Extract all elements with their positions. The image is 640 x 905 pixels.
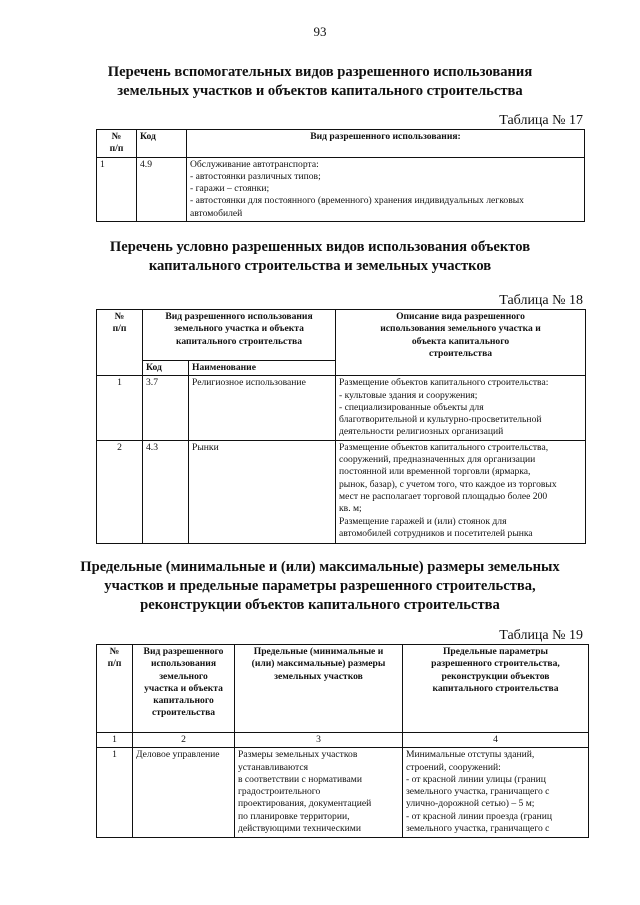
table-row [97, 440, 586, 543]
t18-header-name: Наименование [189, 361, 336, 376]
t18-header-desc [336, 310, 586, 376]
section2-title [0, 238, 640, 276]
t18-row2-desc-line: рынок, базар), с учетом того, что каждое из торговых [339, 478, 557, 490]
t18-row2-desc-line: сооружений, предназначенных для организации [339, 454, 536, 466]
t19-row-params [403, 748, 589, 838]
t19-colnum-2: 2 [133, 733, 235, 748]
t18-row1-name: Религиозное использование [189, 376, 336, 440]
t18-desc-line: использования земельного участка и [380, 323, 541, 335]
table-row [97, 748, 589, 838]
section1-title [0, 63, 640, 101]
t18-num-line2: п/п [112, 323, 127, 335]
t19-header-use [133, 645, 235, 733]
t18-row1-desc-line: благотворительной и культурно-просветительной [339, 414, 542, 426]
t19-colnum-4: 4 [403, 733, 589, 748]
t19-row-sizes [235, 748, 403, 838]
t19-sizes-line: Размеры земельных участков [238, 749, 358, 761]
t18-row2-name: Рынки [189, 440, 336, 543]
section3-title-line2: участков и предельные параметры разрешенного строительства, [104, 578, 536, 594]
t18-header-num [97, 310, 143, 376]
t19-params-line: - от красной линии улицы (границ [406, 773, 546, 785]
t18-row1-desc-line: - специализированные объекты для [339, 401, 484, 413]
t17-num-line1: № [111, 131, 122, 142]
t18-row2-num: 2 [97, 440, 143, 543]
t17-header-code: Код [137, 130, 187, 158]
t18-row2-desc-line: Размещение гаражей и (или) стоянок для [339, 515, 507, 527]
t17-line: - автостоянки для постоянного (временного) хранения индивидуальных легковых [190, 195, 524, 207]
t18-row2-desc-line: мест не располагает торговой площадью более 200 [339, 490, 548, 502]
t19-params-line: земельного участка, граничащего с [406, 786, 550, 798]
t19-col4-line: Предельные параметры [442, 646, 549, 657]
t19-col2-line: использования [150, 658, 217, 670]
t19-header-num [97, 645, 133, 733]
t19-sizes-line: проектирования, документацией [238, 798, 372, 810]
t19-colnum-3: 3 [235, 733, 403, 748]
t18-desc-line: строительства [428, 347, 493, 359]
t17-line: - автостоянки различных типов; [190, 170, 321, 182]
t17-row-use [187, 157, 585, 221]
t19-col4-line: капитального строительства [432, 682, 559, 694]
t19-sizes-line: по планировке территории, [238, 810, 350, 822]
t19-row-use: Деловое управление [133, 748, 235, 838]
t19-sizes-line: градостроительного [238, 786, 321, 798]
t19-colnum-1: 1 [97, 733, 133, 748]
table19-label: Таблица № 19 [499, 628, 583, 643]
t19-col4-line: реконструкции объектов [441, 670, 550, 682]
table17-label: Таблица № 17 [499, 113, 583, 128]
t19-col2-line: строительства [151, 707, 216, 719]
t19-params-line: улично-дорожной сетью) – 5 м; [406, 798, 535, 810]
t19-num-line2: п/п [107, 658, 122, 670]
section3-title-line1: Предельные (минимальные и (или) максимальные) размеры земельных [80, 559, 560, 575]
t19-sizes-line: в соответствии с нормативами [238, 773, 362, 785]
t19-sizes-line: действующими техническими [238, 823, 361, 835]
t19-col3-line: земельных участков [274, 670, 363, 682]
t18-row1-desc-line: - культовые здания и сооружения; [339, 389, 478, 401]
t18-row1-code: 3.7 [143, 376, 189, 440]
t18-header-use [143, 310, 336, 361]
t18-header-code: Код [143, 361, 189, 376]
t18-row2-code: 4.3 [143, 440, 189, 543]
t19-params-line: земельного участка, граничащего с [406, 823, 550, 835]
table-row [97, 376, 586, 440]
t18-desc-line: Описание вида разрешенного [396, 311, 525, 322]
t19-row-num: 1 [97, 748, 133, 838]
t18-row1-desc-line: Размещение объектов капитального строительства: [339, 377, 549, 389]
table-row [97, 157, 585, 221]
table18-label: Таблица № 18 [499, 293, 583, 308]
t18-row2-desc-line: кв. м; [339, 503, 362, 515]
t19-sizes-line: устанавливаются [238, 761, 309, 773]
t18-row2-desc-line: постоянной или временной торговли (ярмарка, [339, 466, 531, 478]
t19-col2-line: участка и объекта [144, 682, 223, 694]
t18-row2-desc [336, 440, 586, 543]
t18-row2-desc-line: автомобилей сотрудников и посетителей рынка [339, 527, 533, 539]
t17-header-num [97, 130, 137, 158]
t17-line: автомобилей [190, 207, 243, 219]
t19-col3-line: Предельные (минимальные и [253, 646, 384, 657]
t18-desc-line: объекта капитального [411, 335, 510, 347]
section3-title-line3: реконструкции объектов капитального строительства [140, 597, 500, 613]
t19-params-line: строений, сооружений: [406, 761, 501, 773]
table-17 [96, 129, 585, 222]
t17-row-code: 4.9 [137, 157, 187, 221]
t19-params-line: Минимальные отступы зданий, [406, 749, 535, 761]
t19-params-line: - от красной линии проезда (границ [406, 810, 552, 822]
t19-header-sizes [235, 645, 403, 733]
t17-num-line2: п/п [109, 143, 124, 155]
t18-row1-desc [336, 376, 586, 440]
t17-row-num: 1 [97, 157, 137, 221]
section2-title-line2: капитального строительства и земельных участков [148, 258, 492, 274]
section1-title-line2: земельных участков и объектов капитального строительства [117, 83, 523, 99]
t18-row2-desc-line: Размещение объектов капитального строительства, [339, 441, 549, 453]
t17-header-use: Вид разрешенного использования: [187, 130, 585, 158]
t18-use-line: Вид разрешенного использования [165, 311, 313, 322]
t17-line: Обслуживание автотранспорта: [190, 158, 319, 170]
t18-row1-desc-line: деятельности религиозных организаций [339, 426, 504, 438]
t18-num-line1: № [114, 311, 125, 322]
t18-row1-num: 1 [97, 376, 143, 440]
t19-col2-line: земельного [159, 670, 208, 682]
t19-col2-line: Вид разрешенного [143, 646, 224, 657]
t19-num-line1: № [109, 646, 120, 657]
t18-use-line: капитального строительства [175, 335, 303, 347]
page-number: 93 [313, 24, 327, 39]
t17-line: - гаражи – стоянки; [190, 183, 270, 195]
section3-title [0, 558, 640, 615]
section2-title-line1: Перечень условно разрешенных видов использования объектов [109, 239, 531, 255]
t19-col3-line: (или) максимальные) размеры [251, 658, 386, 670]
t18-use-line: земельного участка и объекта [174, 323, 304, 335]
t19-header-params [403, 645, 589, 733]
t19-col2-line: капитального [153, 695, 214, 707]
table-18 [96, 309, 586, 544]
table-19 [96, 644, 589, 838]
section1-title-line1: Перечень вспомогательных видов разрешенного использования [107, 64, 533, 80]
t19-col4-line: разрешенного строительства, [431, 658, 560, 670]
